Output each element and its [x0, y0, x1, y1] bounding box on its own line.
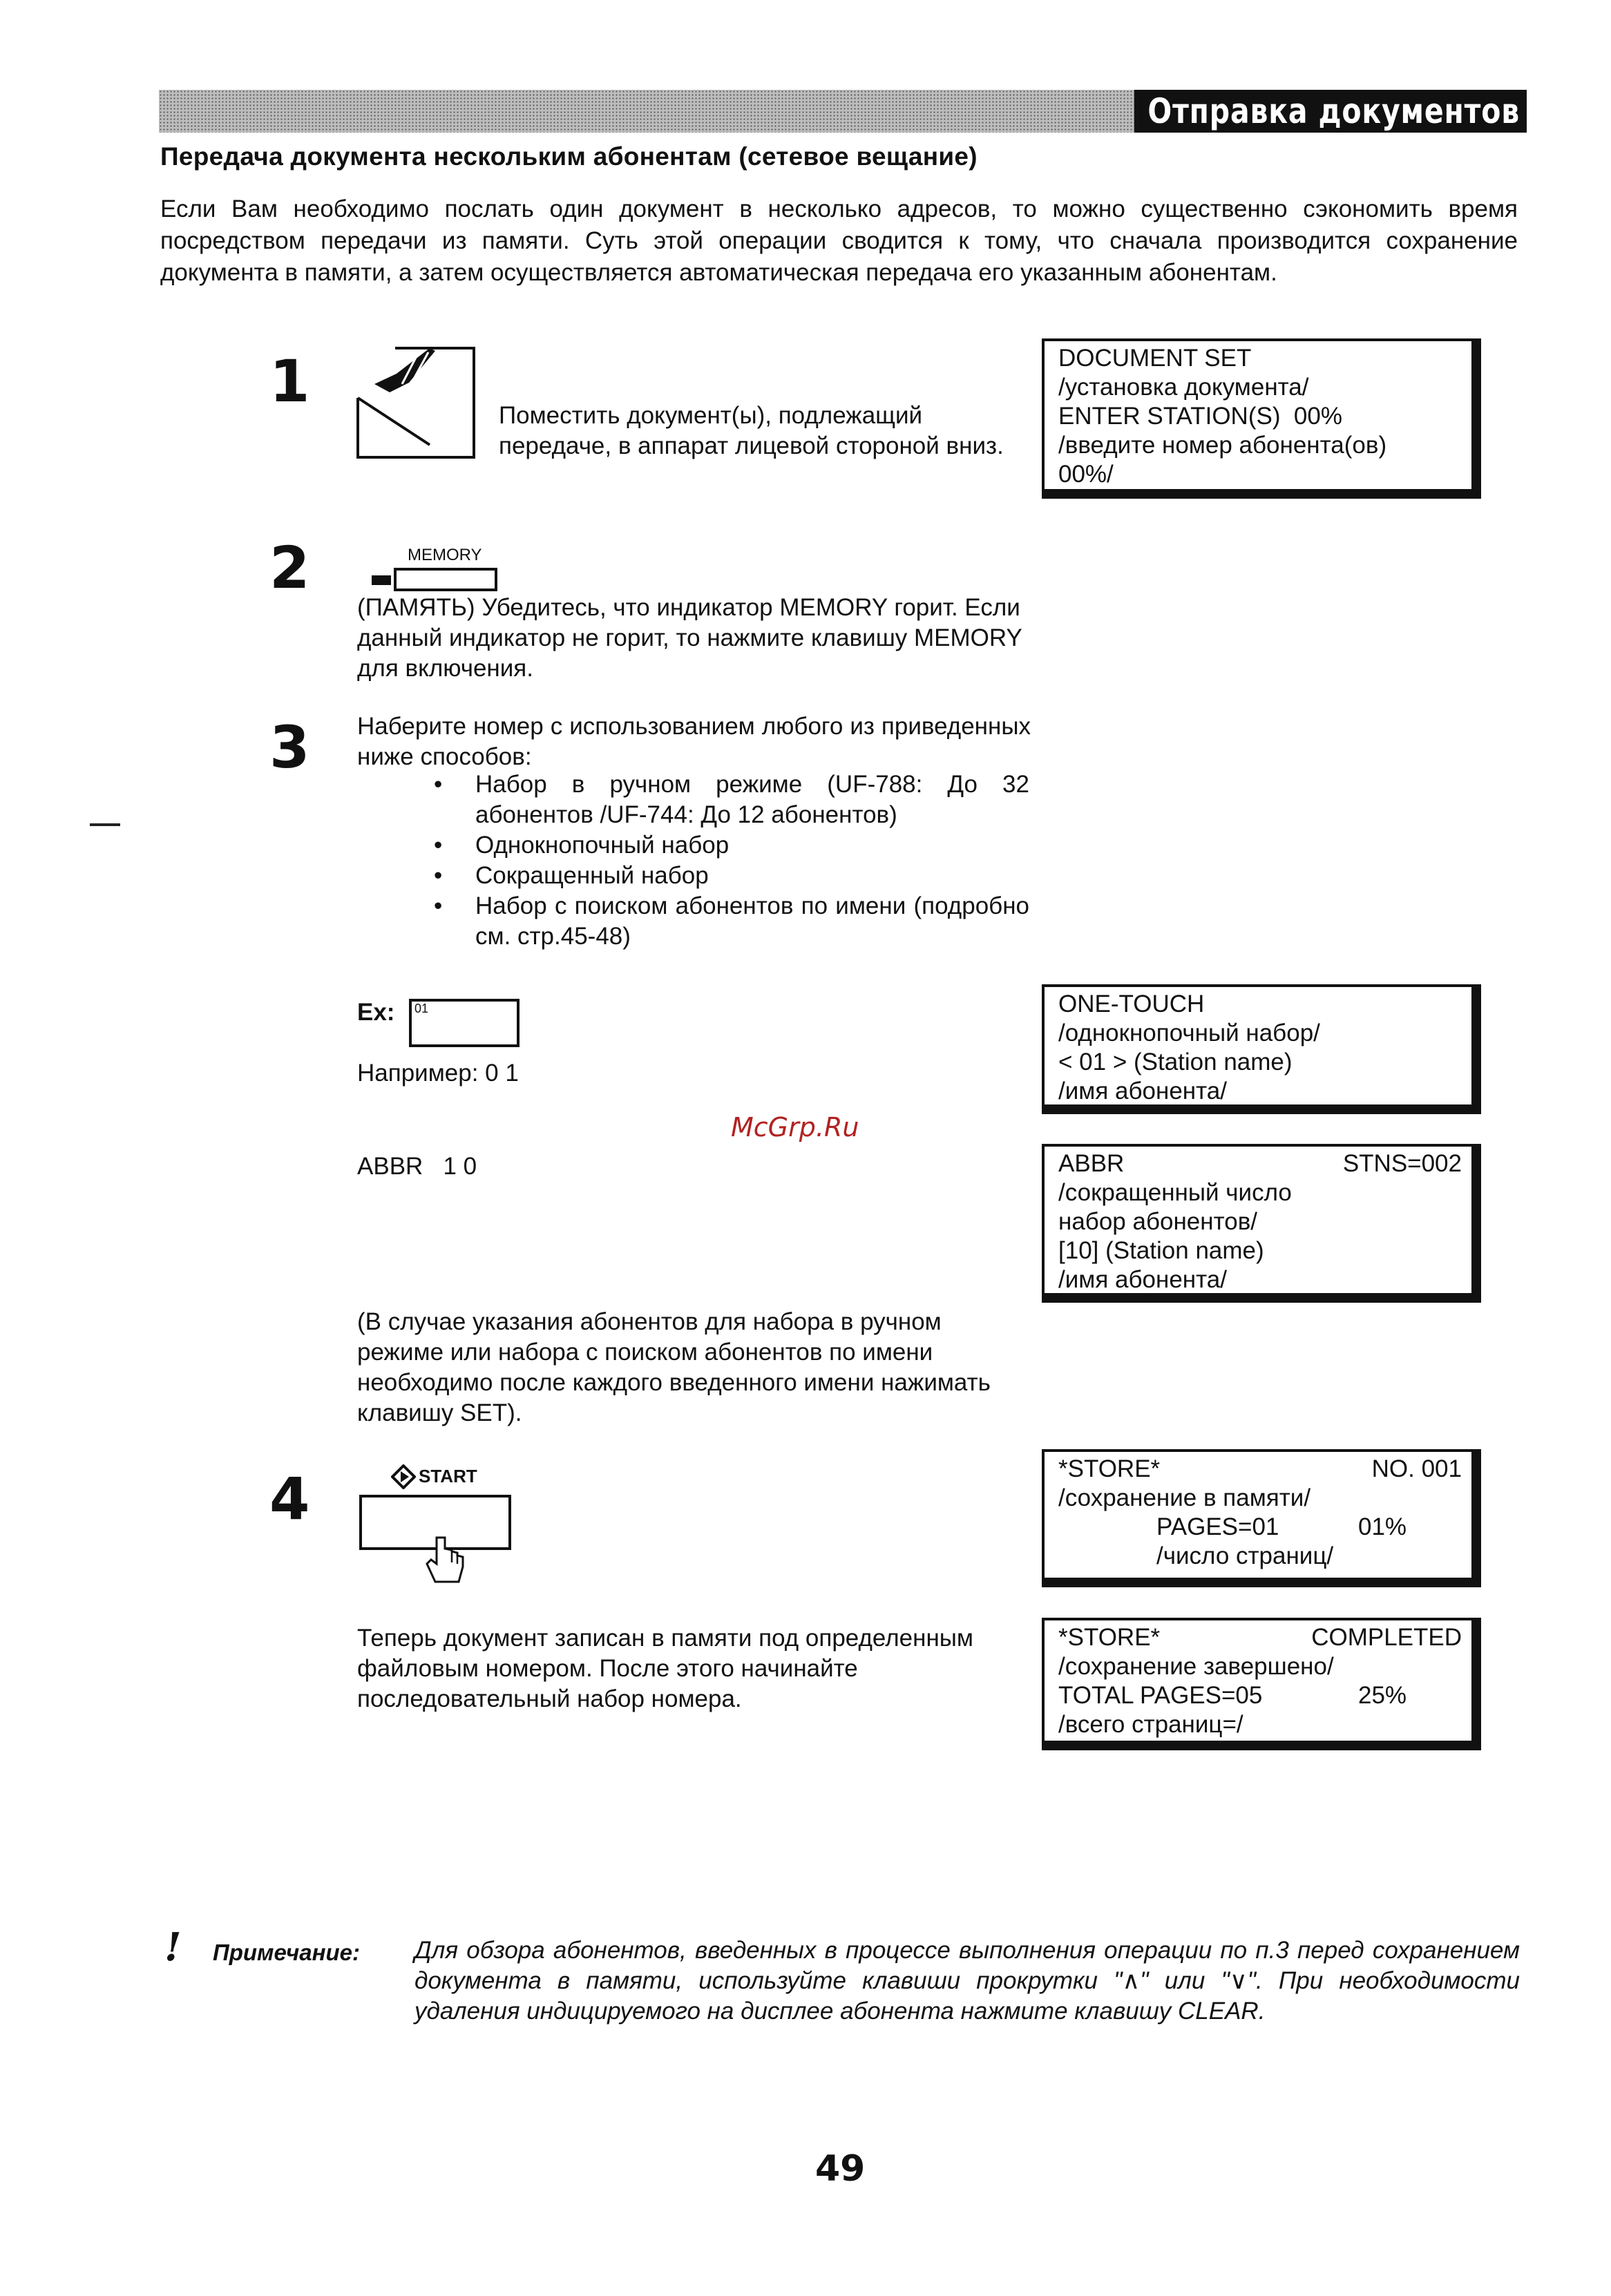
lcd-line: /установка документа/	[1058, 374, 1309, 401]
intro-paragraph: Если Вам необходимо послать один документ в несколько адресов, то можно существенно сэкономить время посредством передачи из памяти. Суть этой операции сводится к тому, что сначала производится сохранение документа в памяти, а затем осуществляется автоматическая передача его указанным абонентам.	[160, 195, 1518, 286]
example-text: Например: 0 1	[357, 1060, 519, 1087]
lcd-line: /всего страниц=/	[1058, 1711, 1243, 1738]
start-key-label: START	[419, 1466, 477, 1486]
lcd-line: ABBR	[1058, 1150, 1125, 1177]
memory-indicator-icon	[372, 575, 391, 585]
lcd-line: *STORE*	[1058, 1455, 1161, 1482]
page-number: 49	[815, 2148, 866, 2190]
list-item: • Набор с поиском абонентов по имени (подробно см. стр.45-48)	[434, 891, 1029, 952]
lcd-line: PAGES=01	[1156, 1513, 1279, 1540]
list-item: • Сокращенный набор	[434, 861, 1029, 891]
lcd-line: < 01 > (Station name)	[1058, 1049, 1293, 1075]
lcd-row	[1058, 1513, 1462, 1542]
note-exclamation-icon: !	[164, 1924, 182, 1970]
lcd-store	[1042, 1449, 1481, 1587]
dialing-methods-list	[434, 769, 1029, 952]
step-1-text: Поместить документ(ы), подлежащий передаче, в аппарат лицевой стороной вниз.	[499, 402, 1004, 459]
lcd-row	[1058, 1455, 1462, 1484]
lcd-line: /число страниц/	[1156, 1542, 1334, 1569]
lcd-line: /введите номер абонента(ов)	[1058, 432, 1387, 459]
step-2-number: 2	[269, 534, 310, 602]
lcd-line: /имя абонента/	[1058, 1078, 1227, 1104]
lcd-line: /сохранение завершено/	[1058, 1653, 1334, 1680]
step-4-text: Теперь документ записан в памяти под определенным файловым номером. После этого начинайте последовательный набор номера.	[357, 1625, 973, 1712]
list-item: • Набор в ручном режиме (UF-788: До 32 абонентов /UF-744: До 12 абонентов)	[434, 769, 1029, 830]
lcd-line: 00%/	[1058, 461, 1114, 488]
lcd-row	[1058, 1681, 1462, 1710]
step-2-text: (ПАМЯТЬ) Убедитесь, что индикатор MEMORY горит. Если данный индикатор не горит, то нажмите клавишу MEMORY для включения.	[357, 594, 1022, 682]
note-text: Для обзора абонентов, введенных в процессе выполнения операции по п.3 перед сохранением документа в памяти, используйте клавиши прокрутки "∧" или "∨". При необходимости удаления индицируемого на дисплее абонента нажмите клавишу CLEAR.	[414, 1937, 1520, 2025]
step-3-number: 3	[269, 714, 310, 781]
memory-key-button[interactable]	[394, 568, 497, 591]
lcd-line: DOCUMENT SET	[1058, 345, 1252, 372]
list-item: • Однокнопочный набор	[434, 830, 1029, 861]
lcd-line: COMPLETED	[1311, 1624, 1462, 1651]
lcd-row	[1058, 1149, 1462, 1178]
lcd-line: [10] (Station name)	[1058, 1237, 1264, 1264]
step-4-number: 4	[269, 1465, 310, 1533]
ex-label: Ex:	[357, 999, 395, 1026]
lcd-row	[1058, 1623, 1462, 1652]
lcd-line: 01%	[1358, 1513, 1407, 1540]
lcd-one-touch	[1042, 984, 1481, 1114]
watermark: McGrp.Ru	[731, 1112, 859, 1142]
lcd-line: TOTAL PAGES=05	[1058, 1682, 1263, 1709]
header-band	[159, 90, 1527, 133]
lcd-abbr	[1042, 1144, 1481, 1303]
lcd-line: /сокращенный число	[1058, 1179, 1292, 1206]
lcd-line: STNS=002	[1342, 1150, 1462, 1177]
note-label: Примечание:	[213, 1940, 361, 1965]
pressing-finger-icon	[421, 1533, 470, 1590]
lcd-line: 25%	[1358, 1682, 1407, 1709]
section-title: Передача документа нескольким абонентам (сетевое вещание)	[160, 142, 978, 171]
lcd-store-completed	[1042, 1618, 1481, 1750]
lcd-line: /имя абонента/	[1058, 1266, 1227, 1293]
margin-mark	[90, 823, 120, 826]
abbr-example: ABBR 1 0	[357, 1153, 477, 1180]
lcd-line: NO. 001	[1371, 1455, 1462, 1482]
one-touch-key-01[interactable]	[409, 999, 519, 1047]
key-number: 01	[414, 1002, 429, 1015]
lcd-line: /однокнопочный набор/	[1058, 1020, 1320, 1046]
lcd-line: ONE-TOUCH	[1058, 991, 1205, 1017]
lcd-line: /сохранение в памяти/	[1058, 1484, 1311, 1511]
header-title: Отправка документов	[1134, 90, 1527, 133]
lcd-line: ENTER STATION(S) 00%	[1058, 403, 1342, 430]
start-diamond-icon	[391, 1464, 416, 1489]
set-key-note: (В случае указания абонентов для набора в ручном режиме или набора с поиском абонентов по имени необходимо после каждого введенного имени нажимать клавишу SET).	[357, 1308, 991, 1426]
memory-key-label: MEMORY	[408, 546, 482, 564]
step-3-text: Наберите номер с использованием любого из приведенных ниже способов:	[357, 713, 1031, 770]
lcd-line: *STORE*	[1058, 1624, 1161, 1651]
step-1-number: 1	[269, 347, 310, 415]
document-insert-icon	[354, 343, 478, 463]
lcd-document-set	[1042, 338, 1481, 499]
lcd-line: набор абонентов/	[1058, 1208, 1258, 1235]
